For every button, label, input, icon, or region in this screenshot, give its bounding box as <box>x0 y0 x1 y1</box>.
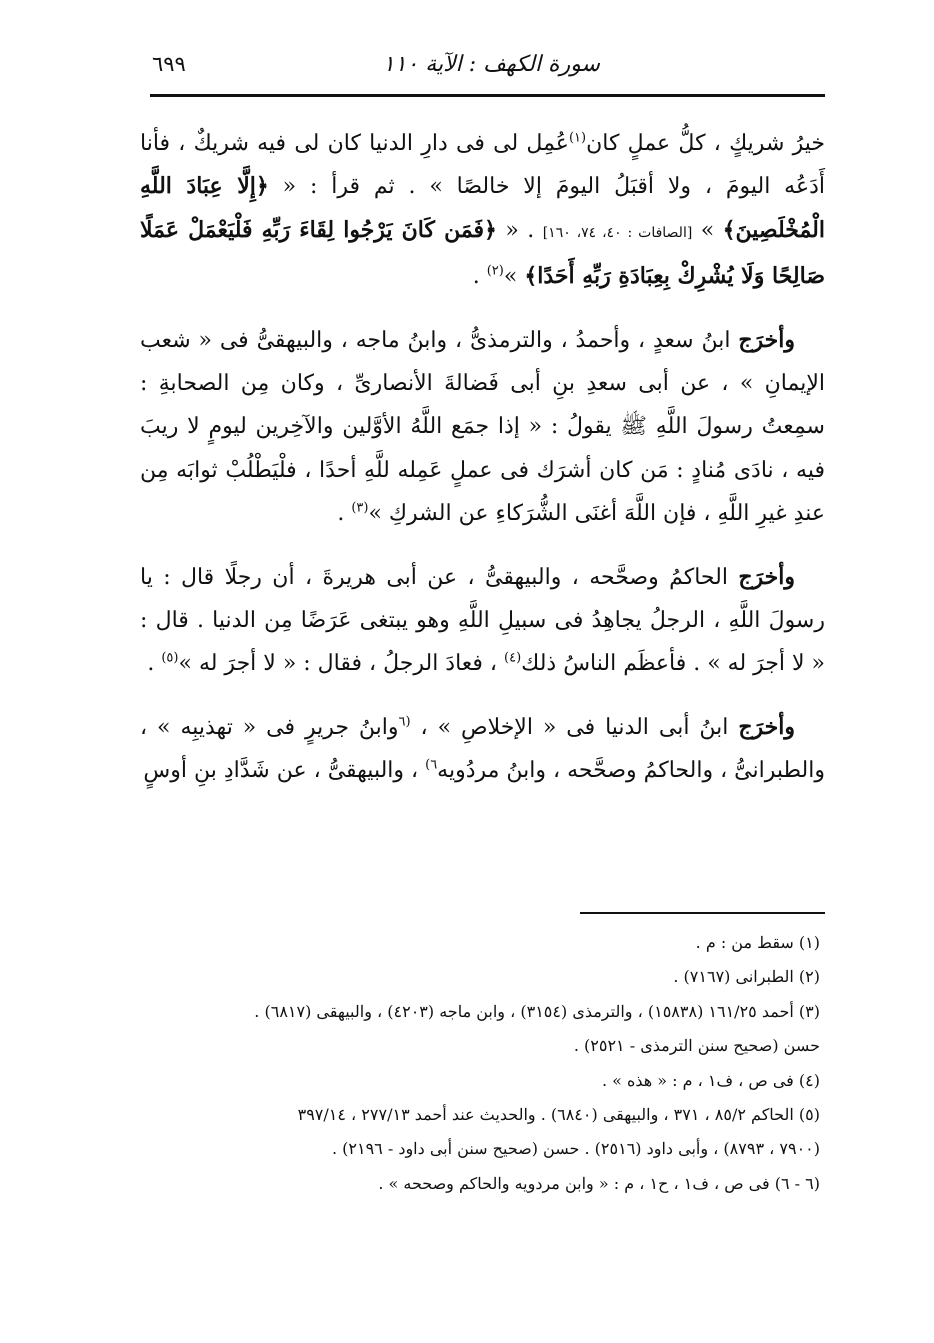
text-run: ابنُ أبى الدنيا فى « الإخلاصِ » ، <box>410 714 739 740</box>
text-run: » <box>692 217 723 243</box>
footnote-6: (٦ - ٦) فى ص ، ف١ ، ح١ ، م : « وابن مردويه والحاكم وصححه » . <box>378 1173 820 1193</box>
footnote-2: (٢) الطبرانى (٧١٦٧) . <box>673 967 820 987</box>
paragraph-lead: وأخرَج <box>738 713 795 740</box>
text-run: . « <box>496 217 543 243</box>
footnote-marker-2: (٢) <box>486 263 504 279</box>
footnote-marker-3: (٣) <box>351 500 369 516</box>
text-run: ، فعادَ الرجلُ ، فقال : « لا أجرَ له » <box>178 651 505 677</box>
main-text <box>140 122 825 793</box>
footnote-5: (٥) الحاكم ٨٥/٢ ، ٣٧١ ، والبيهقى (٦٨٤٠) . والحديث عند أحمد ٢٧٧/١٣ ، ٣٩٧/١٤ <box>297 1105 820 1125</box>
footnotes <box>130 926 820 1201</box>
footnote-1: (١) سقط من : م . <box>695 933 820 952</box>
footnote-marker-6-open: (٦ <box>398 714 411 730</box>
text-run: عُمِل لى فى دارِ الدنيا كان لى فيه شريكٌ ، فأنا أَدَعُه اليومَ ، ولا أقبَلُ اليومَ إلا خالصًا » . ثم قرأ : « <box>140 131 825 200</box>
quran-verse: ﴿فَمَن كَانَ يَرْجُوا لِقَاءَ رَبِّهِ فَلْيَعْمَلْ عَمَلًا صَالِحًا وَلَا يُشْرِكْ بِعِبَادَةِ رَبِّهِ أَحَدًا﴾ <box>140 216 825 290</box>
page-number: ٦٩٩ <box>152 52 186 76</box>
footnote-marker-4: (٤) <box>504 651 522 667</box>
text-run: . <box>147 651 162 677</box>
footnote-marker-5: (٥) <box>161 651 179 667</box>
text-run: ، والبيهقىُّ ، عن شَدَّادِ بنِ أوسٍ <box>143 758 426 784</box>
header-title: سورة الكهف : الآية ١١٠ <box>382 52 600 77</box>
text-run: ابنُ سعدٍ ، وأحمدُ ، والترمذىُّ ، وابنُ ماجه ، والبيهقىُّ فى « شعب الإيمانِ » ، عن أبى سعدِ بنِ أبى فَضالةَ الأنصارىِّ ، وكان مِن الصحابةِ : سمِعتُ رسولَ اللَّهِ ﷺ يقولُ : « إذا جمَع اللَّهُ الأوَّلين والآخِرين ليومٍ لا ريبَ فيه ، نادَى مُنادٍ : مَن كان أشرَك فى عملٍ عَمِله للَّهِ أحدًا ، فلْيَطْلُبْ ثوابَه مِن عندِ غيرِ اللَّهِ ، فإن اللَّهَ أغنَى الشُّرَكاءِ عن الشركِ » <box>140 327 825 527</box>
footnote-3-continued: حسن (صحيح سنن الترمذى - ٢٥٢١) . <box>573 1036 820 1056</box>
running-header <box>150 44 825 92</box>
footnote-3: (٣) أحمد ١٦١/٢٥ (١٥٨٣٨) ، والترمذى (٣١٥٤) ، وابن ماجه (٤٢٠٣) ، والبيهقى (٦٨١٧) . <box>254 1001 820 1021</box>
paragraph-1 <box>140 122 825 299</box>
paragraph-4 <box>140 706 825 793</box>
text-run: . <box>337 501 352 527</box>
text-run: الحاكمُ وصحَّحه ، والبيهقىُّ ، عن أبى هريرةَ ، أن رجلًا قال : يا رسولَ اللَّهِ ، الرجلُ يجاهِدُ فى سبيلِ اللَّهِ وهو يبتغى عَرَضًا مِن الدنيا . قال : « لا أجرَ له » . فأعظَم الناسُ ذلك <box>140 564 825 677</box>
text-run: » <box>503 264 525 290</box>
paragraph-2 <box>140 319 825 536</box>
text-run: وابنُ جريرٍ فى « تهذيبِه » ، والطبرانىُّ ، والحاكمُ وصحَّحه ، وابنُ مردُويه <box>140 714 825 784</box>
quran-verse: ﴿إِلَّا عِبَادَ اللَّهِ الْمُخْلَصِينَ﴾ <box>140 173 825 243</box>
footnote-marker-1: (١) <box>568 130 587 146</box>
header-rule <box>150 94 825 97</box>
paragraph-lead: وأخرَج <box>738 563 795 590</box>
text-run: خيرُ شريكٍ ، كلُّ عملٍ كان <box>586 131 825 156</box>
paragraph-lead: وأخرَج <box>738 326 795 353</box>
footnote-5-continued: (٧٩٠٠ ، ٨٧٩٣) ، وأبى داود (٢٥١٦) . حسن (صحيح سنن أبى داود - ٢١٩٦) . <box>331 1139 820 1159</box>
footnote-rule <box>580 912 825 914</box>
text-run: . <box>472 264 487 290</box>
paragraph-3 <box>140 556 825 686</box>
footnote-4: (٤) فى ص ، ف١ ، م : « هذه » . <box>601 1070 820 1090</box>
verse-reference: [الصافات : ٤٠، ٧٤، ١٦٠] <box>542 224 693 241</box>
footnote-marker-6-close: ٦) <box>425 757 438 773</box>
